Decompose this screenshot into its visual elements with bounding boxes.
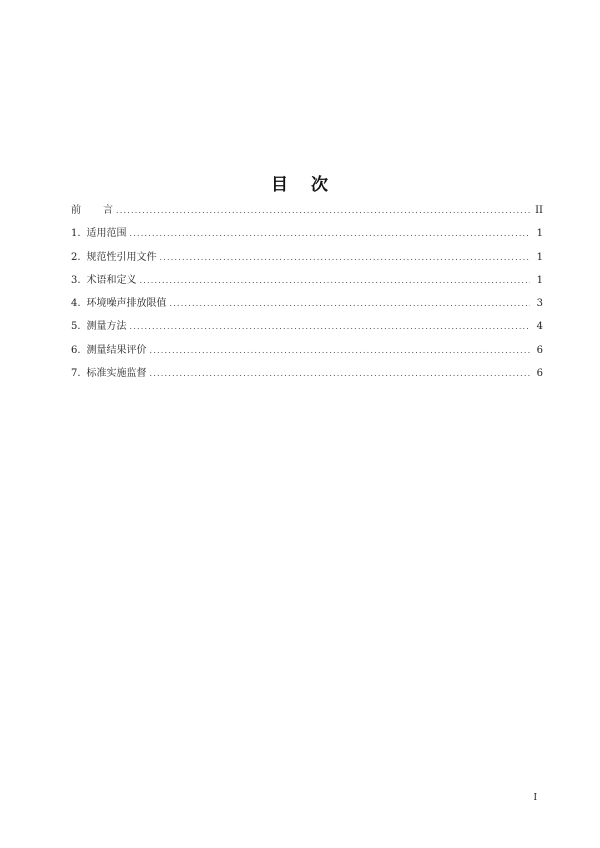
toc-entry-5[interactable] (71, 315, 543, 338)
toc-dot-leader (160, 246, 530, 269)
toc-entry-1[interactable] (71, 222, 543, 245)
toc-dot-leader (140, 269, 530, 292)
toc-dot-leader (170, 292, 530, 315)
toc-entry-page: II (535, 205, 543, 216)
toc-title (0, 170, 600, 195)
toc-dot-leader (130, 315, 530, 338)
toc-entry-preface[interactable] (71, 199, 543, 222)
table-of-contents (71, 199, 543, 385)
toc-entry-number: 1. (71, 228, 81, 240)
toc-entry-number: 4. (71, 298, 81, 310)
toc-entry-page: 1 (536, 274, 543, 286)
toc-entry-label (71, 292, 170, 315)
toc-entry-3[interactable] (71, 269, 543, 292)
toc-entry-page: 3 (536, 298, 543, 310)
toc-entry-page: 6 (536, 368, 543, 380)
toc-preface-label-part2: 言 (103, 205, 113, 216)
toc-entry-text: 测量方法 (86, 321, 127, 333)
toc-preface-label-part1: 前 (71, 205, 81, 216)
toc-dot-leader (130, 222, 530, 245)
toc-entry-page: 6 (536, 344, 543, 356)
toc-entry-page: 1 (536, 228, 543, 240)
toc-entry-label (71, 222, 130, 245)
toc-title-part1: 目 (271, 175, 289, 195)
toc-entry-label (71, 246, 160, 269)
toc-entry-label (71, 362, 150, 385)
toc-entry-7[interactable] (71, 362, 543, 385)
toc-dot-leader (150, 339, 530, 362)
toc-dot-leader (150, 362, 530, 385)
toc-entry-4[interactable] (71, 292, 543, 315)
toc-entry-number: 5. (71, 321, 81, 333)
toc-entry-6[interactable] (71, 339, 543, 362)
toc-entry-text: 适用范围 (86, 228, 127, 240)
toc-entry-text: 标准实施监督 (86, 368, 147, 380)
toc-entry-label (71, 199, 116, 222)
toc-entry-number: 7. (71, 368, 81, 380)
toc-dot-leader (116, 199, 530, 222)
toc-entry-number: 2. (71, 251, 81, 263)
toc-entry-text: 术语和定义 (86, 274, 137, 286)
toc-entry-text: 环境噪声排放限值 (86, 298, 167, 310)
toc-entry-number: 6. (71, 344, 81, 356)
toc-entry-page: 4 (536, 321, 543, 333)
toc-entry-2[interactable] (71, 246, 543, 269)
toc-entry-text: 规范性引用文件 (86, 251, 157, 263)
toc-title-part2: 次 (311, 175, 329, 195)
toc-entry-label (71, 315, 130, 338)
page-number: I (533, 793, 537, 803)
toc-entry-label (71, 269, 140, 292)
toc-entry-text: 测量结果评价 (86, 344, 147, 356)
toc-entry-label (71, 339, 150, 362)
toc-entry-page: 1 (536, 251, 543, 263)
toc-entry-number: 3. (71, 274, 81, 286)
